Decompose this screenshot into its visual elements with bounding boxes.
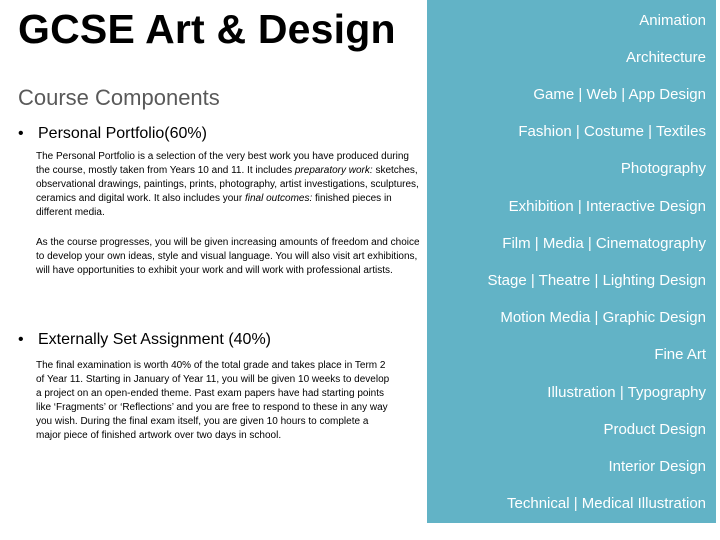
text-run-italic: final outcomes: bbox=[244, 193, 313, 204]
career-item: Motion Media | Graphic Design bbox=[500, 309, 706, 326]
section-heading-portfolio bbox=[18, 125, 207, 143]
heading-text: Externally Set Assignment (40%) bbox=[38, 331, 271, 348]
slide-subtitle: Course Components bbox=[18, 85, 220, 110]
career-item: Film | Media | Cinematography bbox=[502, 235, 706, 252]
career-item: Photography bbox=[620, 160, 706, 177]
section-heading-assignment bbox=[18, 331, 271, 349]
career-item: Fashion | Costume | Textiles bbox=[518, 123, 706, 140]
text-run-italic: preparatory work: bbox=[294, 165, 373, 176]
career-item: Technical | Medical Illustration bbox=[507, 495, 706, 512]
career-item: Product Design bbox=[603, 421, 706, 438]
career-item: Stage | Theatre | Lighting Design bbox=[487, 272, 706, 289]
career-item: Fine Art bbox=[654, 346, 706, 363]
career-item: Architecture bbox=[625, 49, 706, 66]
bullet-icon: • bbox=[18, 331, 24, 348]
career-item: Animation bbox=[639, 12, 706, 29]
career-panel bbox=[427, 0, 716, 523]
slide-title: GCSE Art & Design bbox=[18, 6, 396, 52]
career-item: Illustration | Typography bbox=[547, 384, 706, 401]
portfolio-paragraph-2: As the course progresses, you will be given increasing amounts of freedom and choice to develop your own ideas, style and visual language. You will also visit art exhibitions, will have opportunities to exhibit your work and will work with professional artists. bbox=[36, 237, 420, 276]
career-item: Game | Web | App Design bbox=[533, 86, 706, 103]
career-item: Interior Design bbox=[608, 458, 706, 475]
heading-text: Personal Portfolio(60%) bbox=[38, 125, 207, 142]
career-item: Exhibition | Interactive Design bbox=[508, 198, 706, 215]
bullet-icon: • bbox=[18, 125, 24, 142]
portfolio-paragraph-1 bbox=[36, 150, 421, 220]
text-run: sketches, observational drawings, paintings, prints, photography, artist investigations, sculptures, ceramics and digital work. It also includes your bbox=[36, 165, 419, 204]
assignment-paragraph: The final examination is worth 40% of the total grade and takes place in Term 2 of Year 11. Starting in January of Year 11, you will be given 10 weeks to develop a project on an open-ended theme. Past exam papers have had starting points like ‘Fragments’ or ‘Reflections’ and you are free to respond to these in any way you wish. During the final exam itself, you are given 10 hours to complete a major piece of finished artwork over two days in school. bbox=[36, 360, 390, 441]
text-run: The Personal Portfolio is a selection of the very best work you have produced during the course, mostly taken from Years 10 and 11. It includes bbox=[36, 151, 409, 176]
text-run: finished pieces in different media. bbox=[36, 193, 392, 218]
